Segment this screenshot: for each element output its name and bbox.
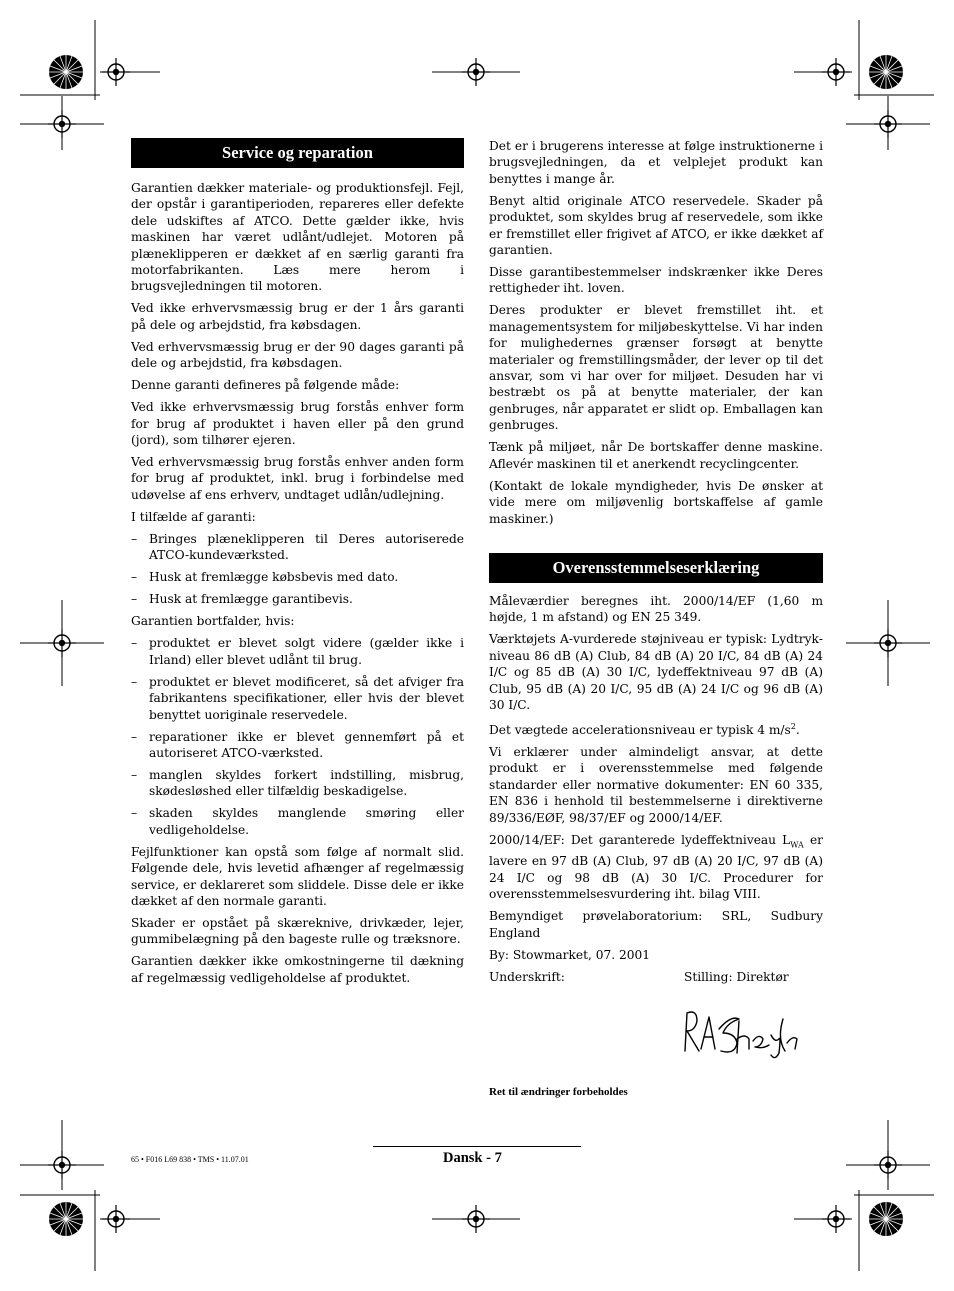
list-item: – Husk at fremlægge købsbevis med dato. [131,569,464,585]
list-item: – Husk at fremlægge garantibevis. [131,591,464,607]
period: . [795,723,800,737]
paragraph: Ved erhvervsmæssig brug forstås enhver anden form for brug af produktet, inkl. brug i forbindelse med udøvelse af ens erhverv, undtaget udlån/udlejning. [131,455,464,502]
page-number: Dansk - 7 [443,1150,502,1166]
paragraph: By: Stowmarket, 07. 2001 [489,947,651,962]
section-heading-service: Service og reparation [131,138,464,168]
paragraph: Fejlfunktioner kan opstå som følge af normalt slid. Følgende dele, hvis levetid afhænger af regelmæssig service, er deklareret som sliddele. Disse dele er ikke dækket af den normale garanti. [131,844,464,908]
paragraph: (Kontakt de lokale myndigheder, hvis De ønsker at vide mere om miljøvenlig bortskaffelse af gamle maskiner.) [489,478,823,526]
list-item: – skaden skyldes manglende smøring eller vedligeholdelse. [131,805,464,838]
list-item: – produktet er blevet modificeret, så det afviger fra fabrikantens specifikationer, eller hvis der blevet benyttet uoriginale reservedele. [131,674,464,723]
paragraph: Garantien bortfalder, hvis: [131,614,295,629]
paragraph: Ved ikke erhvervsmæssig brug forstås enhver form for brug af produktet i haven eller på den grund (jord), som tilhører ejeren. [131,400,464,448]
paragraph: Disse garantibestemmelser indskrænker ikke Deres rettigheder iht. loven. [489,265,823,296]
paragraph-sound-power [489,832,823,903]
left-column [131,138,464,992]
paragraph: Bemyndiget prøvelaboratorium: SRL, Sudbury England [489,909,823,940]
paragraph: Skader er opstået på skæreknive, drivkæder, lejer, gummibelægning på den bageste rulle og træksnore. [131,915,464,947]
paragraph: Tænk på miljøet, når De bortskaffer denne maskine. Aflevér maskinen til et anerkendt recyclingcenter. [489,440,823,471]
sound-power-text-cont: er lavere en 97 dB (A) Club, 97 dB (A) 20 I/C, 97 dB (A) 24 I/C og 98 dB (A) 30 I/C. Procedurer for overensstemmelsesvurdering iht. bilag VIII. [489,832,823,902]
change-notice: Ret til ændringer forbeholdes [489,1085,628,1098]
footer-divider [373,1146,581,1147]
list-item: – reparationer ikke er blevet gennemført på et autoriseret ATCO-værksted. [131,729,464,762]
paragraph: Vi erklærer under almindeligt ansvar, at dette produkt er i overensstemmelse med følgende standarder eller normative dokumenter: EN 60 335, EN 836 i henhold til bestemmelserne i direktiverne 89/336/EØF, 98/37/EF og 2000/14/EF. [489,745,823,825]
paragraph: Denne garanti defineres på følgende måde: [131,378,400,393]
signature-row [489,969,823,985]
subscript: WA [790,840,804,850]
position-label: Stilling: Direktør [684,969,789,984]
superscript: 2 [790,721,796,731]
paragraph: Det er i brugerens interesse at følge instruktionerne i brugsvejledningen, da et velplejet produkt kan benyttes i mange år. [489,139,823,186]
print-code: 65 • F016 L69 838 • TMS • 11.07.01 [131,1155,249,1164]
right-column [489,138,823,1100]
sound-power-text: 2000/14/EF: Det garanterede lydeffektniveau L [489,832,791,847]
handwritten-signature [679,999,799,1065]
paragraph: Garantien dækker ikke omkostningerne til dækning af regelmæssig vedligeholdelse af produktet. [131,954,464,985]
paragraph-acceleration [489,719,823,738]
acceleration-text: Det vægtede accelerationsniveau er typisk 4 m/s [489,723,791,737]
signature-label: Underskrift: [489,969,565,984]
paragraph: Måleværdier beregnes iht. 2000/14/EF (1,60 m højde, 1 m afstand) og EN 25 349. [489,593,823,625]
paragraph: Værktøjets A-vurderede støjniveau er typisk: Lydtrykniveau 86 dB (A) Club, 84 dB (A) 20 I/C, 84 dB (A) 24 I/C og 85 dB (A) 30 I/C, lydeffektniveau 97 dB (A) Club, 95 dB (A) 20 I/C, 95 dB (A) 24 I/C og 96 dB (A) 30 I/C. [489,632,823,712]
guarantee-steps-list [131,531,464,608]
void-conditions-list [131,635,464,838]
paragraph: Benyt altid originale ATCO reservedele. Skader på produktet, som skyldes brug af reservedele, som ikke er fremstillet eller frigivet af ATCO, er ikke dækket af garantien. [489,193,823,258]
paragraph: I tilfælde af garanti: [131,509,256,524]
paragraph: Deres produkter er blevet fremstillet iht. et managementsystem for miljøbeskyttelse. Vi har inden for mulighedernes grænser forsøgt at benytte materialer og fremstillingsmåder, der lever op til det ansvar, som vi har over for miljøet. Desuden har vi bestræbt os på at benytte materialer, der kan genbruges, når apparatet er slidt op. Emballagen kan genbruges. [489,303,823,433]
paragraph: Garantien dækker materiale- og produktionsfejl. Fejl, der opstår i garantiperioden, repareres eller defekte dele udskiftes af ATCO. Dette gælder ikke, hvis maskinen har været udlånt/udlejet. Motoren på plæneklipperen er dækket af en særlig garanti fra motorfabrikanten. Læs mere herom i brugsvejledningen til motoren. [131,181,464,294]
paragraph: Ved erhvervsmæssig brug er der 90 dages garanti på dele og arbejdstid, fra købsdagen. [131,339,464,371]
list-item: – produktet er blevet solgt videre (gælder ikke i Irland) eller blevet udlånt til brug. [131,635,464,668]
list-item: – Bringes plæneklipperen til Deres autoriserede ATCO-kundeværksted. [131,531,464,564]
paragraph: Ved ikke erhvervsmæssig brug er der 1 års garanti på dele og arbejdstid, fra købsdagen. [131,301,464,332]
list-item: – manglen skyldes forkert indstilling, misbrug, skødesløshed eller tilfældig beskadigelse. [131,767,464,800]
section-heading-declaration: Overensstemmelseserklæring [489,553,823,583]
